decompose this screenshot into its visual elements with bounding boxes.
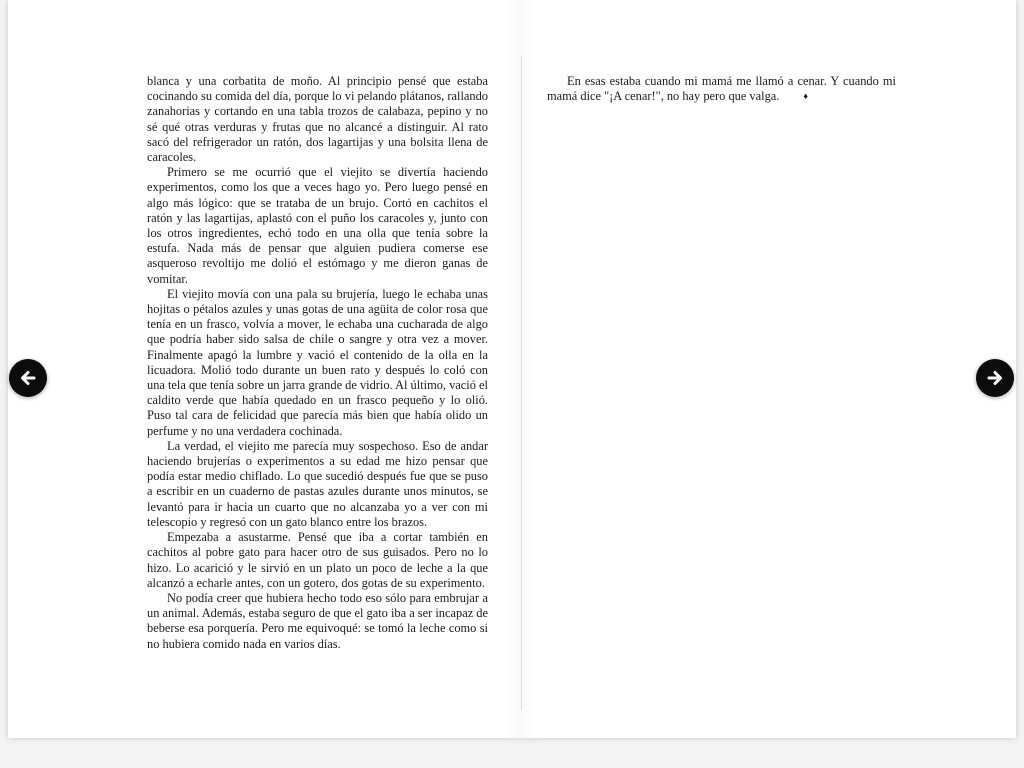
next-page-button[interactable]: [976, 359, 1014, 397]
arrow-left-icon: [18, 368, 38, 388]
left-paragraph-5: Empezaba a asustarme. Pensé que iba a cortar también en cachitos al pobre gato para hacer otro de sus guisados. Pero no lo hizo. Lo acarició y le sirvió en un plato un poco de leche a la que alcanzó a echarle antes, con un gotero, dos gotas de su experimento.: [147, 530, 488, 590]
left-paragraph-2: Primero se me ocurrió que el viejito se divertía haciendo experimentos, como los que a veces hago yo. Pero luego pensé en algo más lógico: que se trataba de un brujo. Cortó en cachitos el ratón y las lagartijas, aplastó con el puño los caracoles y, junto con los otros ingredientes, echó todo en una olla que tenía sobre la estufa. Nada más de pensar que alguien pudiera comerse ese asqueroso revoltijo me dolió el estómago y me dieron ganas de vomitar.: [147, 165, 488, 286]
previous-page-button[interactable]: [9, 359, 47, 397]
left-paragraph-1: blanca y una corbatita de moño. Al principio pensé que estaba cocinando su comida del día, porque lo vi pelando plátanos, rallando zanahorias y cortando en una tabla trozos de calabaza, pepino y no sé qué otras verduras y frutas que no alcancé a distinguir. Al rato sacó del refrigerador un ratón, dos lagartijas y una bolsita llena de caracoles.: [147, 74, 488, 165]
page-gutter: [521, 56, 522, 710]
right-page: [547, 74, 896, 104]
arrow-right-icon: [985, 368, 1005, 388]
right-paragraph-1: [547, 74, 896, 104]
left-page: [147, 74, 488, 652]
book-spread: [8, 0, 1016, 738]
left-paragraph-4: La verdad, el viejito me parecía muy sospechoso. Eso de andar haciendo brujerías o experimentos a su edad me hizo pensar que podía estar medio chiflado. Lo que sucedió después fue que se puso a escribir en un cuaderno de pastas azules durante unos minutos, se levantó para ir hacia un cuarto que no alcanzaba yo a ver con mi telescopio y regresó con un gato blanco entre los brazos.: [147, 438, 488, 529]
chapter-end-diamond-icon: ♦: [803, 91, 808, 102]
left-paragraph-6: No podía creer que hubiera hecho todo eso sólo para embrujar a un animal. Además, estaba seguro de que el gato iba a ser incapaz de beberse esa porquería. Pero me equivoqué: se tomó la leche como si no hubiera comido nada en varios días.: [147, 590, 488, 651]
left-paragraph-3: El viejito movía con una pala su brujería, luego le echaba unas hojitas o pétalos azules y unas gotas de una agüita de color rosa que tenía en un frasco, volvía a mover, le echaba una cucharada de algo que podría haber sido salsa de chile o sangre y otra vez a mover. Finalmente apagó la lumbre y vació el contenido de la olla en la licuadora. Molió todo durante un buen rato y después lo coló con una tela que tenía sobre un jarra grande de vidrio. Al último, vació el caldito verde que había quedado en un frasco pequeño y lo olió. Puso tal cara de felicidad que parecía más bien que había olido un perfume y no una verdadera cochinada.: [147, 286, 488, 438]
right-paragraph-text: En esas estaba cuando mi mamá me llamó a cenar. Y cuando mi mamá dice "¡A cenar!", no hay pero que valga.: [547, 74, 896, 104]
